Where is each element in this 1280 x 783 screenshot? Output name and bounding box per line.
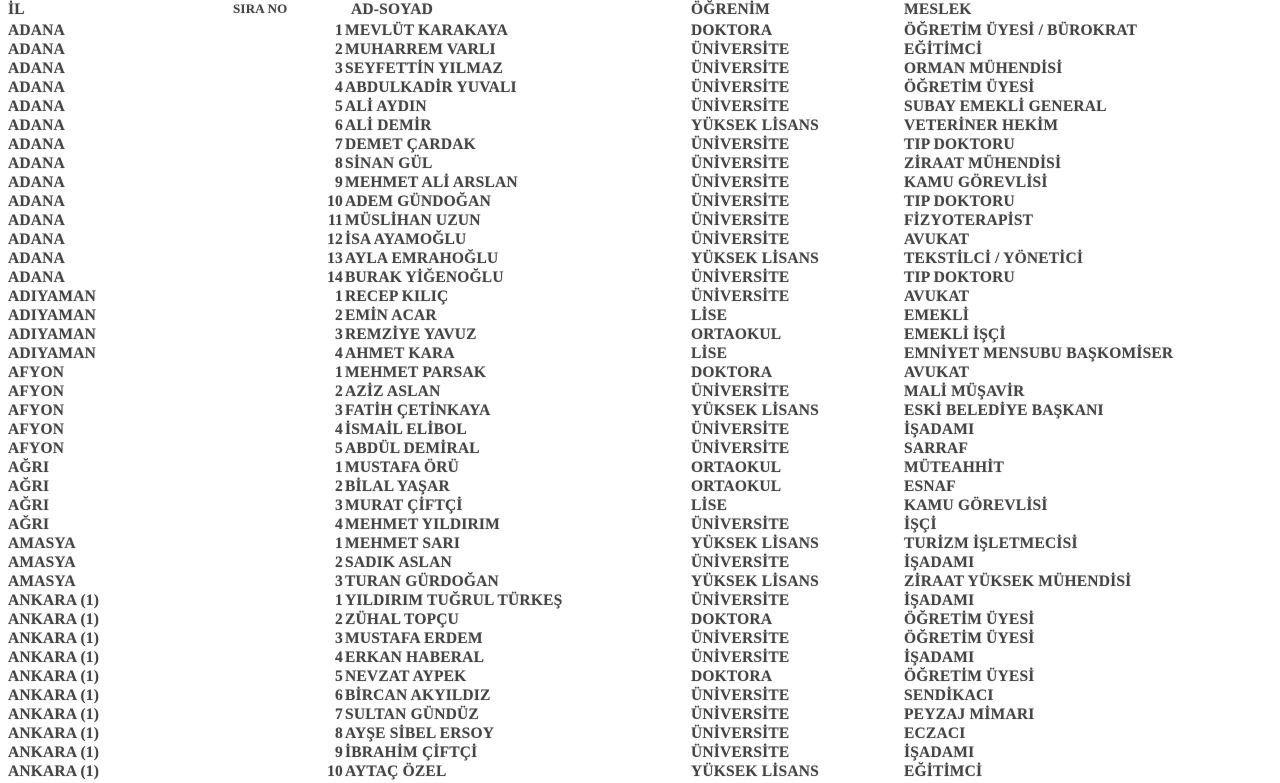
table-row: [0, 669, 1280, 688]
cell-ogrenim: ORTAOKUL: [691, 325, 782, 343]
cell-sira-no: 2: [335, 306, 343, 324]
cell-ad-soyad: MEHMET PARSAK: [345, 363, 487, 381]
table-row: [0, 574, 1280, 593]
cell-ogrenim: ÜNİVERSİTE: [691, 268, 790, 286]
cell-il: AFYON: [8, 439, 65, 457]
cell-sira-no: 5: [335, 97, 343, 115]
cell-il: AĞRI: [8, 477, 50, 495]
table-row: [0, 517, 1280, 536]
cell-ad-soyad: ALİ AYDIN: [345, 97, 427, 115]
cell-sira-no: 4: [335, 420, 343, 438]
cell-meslek: ZİRAAT YÜKSEK MÜHENDİSİ: [904, 572, 1132, 590]
cell-meslek: SARRAF: [904, 439, 969, 457]
cell-il: ADANA: [8, 192, 65, 210]
table-row: [0, 650, 1280, 669]
column-header-il: İL: [8, 1, 25, 18]
cell-sira-no: 1: [335, 591, 343, 609]
cell-meslek: ÖĞRETİM ÜYESİ: [904, 610, 1035, 628]
cell-ogrenim: ÜNİVERSİTE: [691, 97, 790, 115]
cell-ad-soyad: MEVLÜT KARAKAYA: [345, 21, 509, 39]
cell-meslek: TIP DOKTORU: [904, 135, 1015, 153]
cell-ad-soyad: ADEM GÜNDOĞAN: [345, 192, 491, 210]
cell-meslek: ESKİ BELEDİYE BAŞKANI: [904, 401, 1104, 419]
cell-ogrenim: ÜNİVERSİTE: [691, 211, 790, 229]
cell-il: ANKARA (1): [8, 591, 100, 609]
cell-il: ADANA: [8, 154, 65, 172]
cell-il: AĞRI: [8, 515, 50, 533]
cell-sira-no: 6: [335, 116, 343, 134]
cell-il: ADIYAMAN: [8, 344, 97, 362]
cell-sira-no: 4: [335, 78, 343, 96]
cell-sira-no: 7: [335, 705, 343, 723]
cell-il: ANKARA (1): [8, 648, 100, 666]
table-row: [0, 460, 1280, 479]
table-row: [0, 308, 1280, 327]
cell-sira-no: 12: [327, 230, 343, 248]
cell-ogrenim: YÜKSEK LİSANS: [691, 534, 819, 552]
cell-ogrenim: ORTAOKUL: [691, 458, 782, 476]
cell-meslek: ORMAN MÜHENDİSİ: [904, 59, 1063, 77]
table-row: [0, 80, 1280, 99]
cell-ogrenim: ÜNİVERSİTE: [691, 287, 790, 305]
cell-il: ADANA: [8, 268, 65, 286]
cell-sira-no: 2: [335, 477, 343, 495]
cell-sira-no: 9: [335, 173, 343, 191]
cell-ad-soyad: YILDIRIM TUĞRUL TÜRKEŞ: [345, 591, 563, 609]
cell-il: ANKARA (1): [8, 705, 100, 723]
table-row: [0, 764, 1280, 783]
cell-il: ADANA: [8, 230, 65, 248]
cell-il: AFYON: [8, 401, 65, 419]
cell-ogrenim: ÜNİVERSİTE: [691, 515, 790, 533]
cell-ad-soyad: AZİZ ASLAN: [345, 382, 441, 400]
table-row: [0, 555, 1280, 574]
cell-ogrenim: ÜNİVERSİTE: [691, 743, 790, 761]
table-row: [0, 99, 1280, 118]
cell-ogrenim: ÜNİVERSİTE: [691, 553, 790, 571]
cell-ogrenim: YÜKSEK LİSANS: [691, 762, 819, 780]
cell-meslek: FİZYOTERAPİST: [904, 211, 1034, 229]
cell-ad-soyad: REMZİYE YAVUZ: [345, 325, 477, 343]
cell-il: ANKARA (1): [8, 629, 100, 647]
cell-il: ANKARA (1): [8, 610, 100, 628]
cell-ad-soyad: MURAT ÇİFTÇİ: [345, 496, 463, 514]
cell-ad-soyad: İBRAHİM ÇİFTÇİ: [345, 743, 478, 761]
table-row: [0, 631, 1280, 650]
table-row: [0, 498, 1280, 517]
cell-sira-no: 6: [335, 686, 343, 704]
cell-ad-soyad: ABDULKADİR YUVALI: [345, 78, 517, 96]
cell-il: ADANA: [8, 249, 65, 267]
cell-ogrenim: LİSE: [691, 344, 728, 362]
table-row: [0, 441, 1280, 460]
cell-meslek: TURİZM İŞLETMECİSİ: [904, 534, 1078, 552]
cell-il: AFYON: [8, 363, 65, 381]
cell-ogrenim: ÜNİVERSİTE: [691, 420, 790, 438]
header-row: [0, 0, 1280, 23]
cell-ogrenim: ÜNİVERSİTE: [691, 40, 790, 58]
cell-meslek: TIP DOKTORU: [904, 192, 1015, 210]
table-row: [0, 479, 1280, 498]
cell-ad-soyad: EMİN ACAR: [345, 306, 437, 324]
cell-il: AMASYA: [8, 534, 76, 552]
cell-sira-no: 5: [335, 439, 343, 457]
cell-meslek: TIP DOKTORU: [904, 268, 1015, 286]
table-row: [0, 422, 1280, 441]
cell-il: ADIYAMAN: [8, 287, 97, 305]
cell-il: ADANA: [8, 173, 65, 191]
cell-sira-no: 2: [335, 40, 343, 58]
cell-sira-no: 4: [335, 344, 343, 362]
cell-ogrenim: ÜNİVERSİTE: [691, 154, 790, 172]
cell-meslek: İŞADAMI: [904, 743, 975, 761]
cell-meslek: İŞÇİ: [904, 515, 937, 533]
cell-ogrenim: YÜKSEK LİSANS: [691, 401, 819, 419]
cell-meslek: ÖĞRETİM ÜYESİ / BÜROKRAT: [904, 21, 1138, 39]
cell-ad-soyad: MEHMET ALİ ARSLAN: [345, 173, 518, 191]
cell-ad-soyad: SADIK ASLAN: [345, 553, 452, 571]
cell-sira-no: 1: [335, 287, 343, 305]
cell-ogrenim: YÜKSEK LİSANS: [691, 116, 819, 134]
cell-ad-soyad: ERKAN HABERAL: [345, 648, 485, 666]
table-row: [0, 289, 1280, 308]
cell-ogrenim: DOKTORA: [691, 610, 773, 628]
table-row: [0, 403, 1280, 422]
cell-meslek: VETERİNER HEKİM: [904, 116, 1059, 134]
cell-meslek: AVUKAT: [904, 287, 970, 305]
cell-meslek: ECZACI: [904, 724, 966, 742]
table-row: [0, 707, 1280, 726]
table-row: [0, 536, 1280, 555]
cell-il: ANKARA (1): [8, 667, 100, 685]
cell-sira-no: 1: [335, 21, 343, 39]
cell-sira-no: 13: [327, 249, 343, 267]
cell-il: ADANA: [8, 40, 65, 58]
cell-meslek: İŞADAMI: [904, 553, 975, 571]
cell-meslek: TEKSTİLCİ / YÖNETİCİ: [904, 249, 1084, 267]
cell-ogrenim: ÜNİVERSİTE: [691, 591, 790, 609]
cell-il: ADANA: [8, 116, 65, 134]
table-row: [0, 118, 1280, 137]
cell-il: ADANA: [8, 21, 65, 39]
cell-meslek: ÖĞRETİM ÜYESİ: [904, 78, 1035, 96]
cell-ogrenim: ÜNİVERSİTE: [691, 59, 790, 77]
cell-sira-no: 2: [335, 610, 343, 628]
cell-ad-soyad: BİLAL YAŞAR: [345, 477, 450, 495]
cell-ad-soyad: AYLA EMRAHOĞLU: [345, 249, 499, 267]
table-row: [0, 23, 1280, 42]
cell-il: ANKARA (1): [8, 762, 100, 780]
cell-ogrenim: ÜNİVERSİTE: [691, 230, 790, 248]
cell-sira-no: 8: [335, 724, 343, 742]
cell-meslek: AVUKAT: [904, 230, 970, 248]
cell-ad-soyad: NEVZAT AYPEK: [345, 667, 467, 685]
cell-il: AĞRI: [8, 496, 50, 514]
cell-meslek: EĞİTİMCİ: [904, 762, 983, 780]
cell-ad-soyad: SİNAN GÜL: [345, 154, 433, 172]
table-row: [0, 726, 1280, 745]
cell-ad-soyad: ABDÜL DEMİRAL: [345, 439, 480, 457]
cell-sira-no: 14: [327, 268, 343, 286]
cell-ogrenim: ÜNİVERSİTE: [691, 382, 790, 400]
cell-ad-soyad: İSMAİL ELİBOL: [345, 420, 467, 438]
cell-il: ADANA: [8, 59, 65, 77]
cell-meslek: KAMU GÖREVLİSİ: [904, 496, 1048, 514]
cell-il: AMASYA: [8, 572, 76, 590]
cell-ogrenim: DOKTORA: [691, 667, 773, 685]
cell-sira-no: 10: [327, 192, 343, 210]
table-row: [0, 232, 1280, 251]
cell-ad-soyad: BURAK YİĞENOĞLU: [345, 268, 504, 286]
cell-il: ADIYAMAN: [8, 306, 97, 324]
cell-meslek: SUBAY EMEKLİ GENERAL: [904, 97, 1107, 115]
cell-sira-no: 3: [335, 59, 343, 77]
cell-meslek: SENDİKACI: [904, 686, 994, 704]
cell-sira-no: 3: [335, 629, 343, 647]
cell-ogrenim: ÜNİVERSİTE: [691, 629, 790, 647]
cell-ad-soyad: ALİ DEMİR: [345, 116, 432, 134]
cell-sira-no: 5: [335, 667, 343, 685]
table-row: [0, 194, 1280, 213]
table-body: [0, 23, 1280, 783]
cell-ad-soyad: FATİH ÇETİNKAYA: [345, 401, 491, 419]
cell-sira-no: 4: [335, 648, 343, 666]
table-row: [0, 156, 1280, 175]
table-header: [0, 0, 1280, 23]
cell-ad-soyad: MÜSLİHAN UZUN: [345, 211, 481, 229]
cell-meslek: EMEKLİ: [904, 306, 969, 324]
cell-meslek: İŞADAMI: [904, 420, 975, 438]
cell-sira-no: 4: [335, 515, 343, 533]
cell-meslek: ESNAF: [904, 477, 956, 495]
cell-sira-no: 8: [335, 154, 343, 172]
table-row: [0, 270, 1280, 289]
cell-ad-soyad: AYTAÇ ÖZEL: [345, 762, 447, 780]
cell-ogrenim: ÜNİVERSİTE: [691, 135, 790, 153]
cell-il: AĞRI: [8, 458, 50, 476]
column-header-ad-soyad: AD-SOYAD: [351, 1, 433, 18]
table-row: [0, 213, 1280, 232]
cell-sira-no: 1: [335, 534, 343, 552]
cell-ogrenim: ÜNİVERSİTE: [691, 724, 790, 742]
cell-ad-soyad: BİRCAN AKYILDIZ: [345, 686, 491, 704]
cell-meslek: EMNİYET MENSUBU BAŞKOMİSER: [904, 344, 1174, 362]
cell-ad-soyad: İSA AYAMOĞLU: [345, 230, 467, 248]
cell-meslek: EĞİTİMCİ: [904, 40, 983, 58]
cell-il: AFYON: [8, 420, 65, 438]
cell-meslek: MÜTEAHHİT: [904, 458, 1004, 476]
cell-ad-soyad: MEHMET SARI: [345, 534, 461, 552]
table-row: [0, 61, 1280, 80]
cell-ogrenim: YÜKSEK LİSANS: [691, 572, 819, 590]
cell-meslek: EMEKLİ İŞÇİ: [904, 325, 1006, 343]
column-header-ogrenim: ÖĞRENİM: [691, 1, 770, 18]
cell-il: AMASYA: [8, 553, 76, 571]
cell-ogrenim: ÜNİVERSİTE: [691, 173, 790, 191]
cell-meslek: ZİRAAT MÜHENDİSİ: [904, 154, 1062, 172]
table-row: [0, 745, 1280, 764]
cell-ogrenim: ÜNİVERSİTE: [691, 686, 790, 704]
cell-ogrenim: DOKTORA: [691, 363, 773, 381]
cell-ogrenim: LİSE: [691, 496, 728, 514]
cell-sira-no: 2: [335, 382, 343, 400]
cell-sira-no: 3: [335, 325, 343, 343]
cell-il: AFYON: [8, 382, 65, 400]
cell-ad-soyad: DEMET ÇARDAK: [345, 135, 476, 153]
cell-il: ADANA: [8, 211, 65, 229]
cell-ogrenim: LİSE: [691, 306, 728, 324]
cell-ad-soyad: RECEP KILIÇ: [345, 287, 449, 305]
cell-sira-no: 10: [327, 762, 343, 780]
cell-sira-no: 2: [335, 553, 343, 571]
cell-il: ADIYAMAN: [8, 325, 97, 343]
table-row: [0, 384, 1280, 403]
table-row: [0, 688, 1280, 707]
cell-meslek: PEYZAJ MİMARI: [904, 705, 1035, 723]
cell-ad-soyad: ZÜHAL TOPÇU: [345, 610, 460, 628]
cell-ogrenim: DOKTORA: [691, 21, 773, 39]
cell-ogrenim: ÜNİVERSİTE: [691, 78, 790, 96]
cell-ad-soyad: AYŞE SİBEL ERSOY: [345, 724, 495, 742]
table-row: [0, 42, 1280, 61]
cell-ogrenim: ÜNİVERSİTE: [691, 439, 790, 457]
cell-sira-no: 1: [335, 363, 343, 381]
cell-meslek: İŞADAMI: [904, 648, 975, 666]
cell-ad-soyad: MUSTAFA ERDEM: [345, 629, 483, 647]
table-row: [0, 612, 1280, 631]
cell-ad-soyad: MUHARREM VARLI: [345, 40, 496, 58]
table-row: [0, 251, 1280, 270]
cell-meslek: İŞADAMI: [904, 591, 975, 609]
cell-ogrenim: ÜNİVERSİTE: [691, 705, 790, 723]
cell-il: ADANA: [8, 135, 65, 153]
cell-meslek: ÖĞRETİM ÜYESİ: [904, 629, 1035, 647]
cell-meslek: ÖĞRETİM ÜYESİ: [904, 667, 1035, 685]
cell-sira-no: 11: [327, 211, 343, 229]
table-row: [0, 137, 1280, 156]
cell-il: ANKARA (1): [8, 743, 100, 761]
table-row: [0, 346, 1280, 365]
cell-ogrenim: ÜNİVERSİTE: [691, 648, 790, 666]
cell-il: ANKARA (1): [8, 686, 100, 704]
cell-ad-soyad: SEYFETTİN YILMAZ: [345, 59, 504, 77]
cell-sira-no: 9: [335, 743, 343, 761]
cell-meslek: MALİ MÜŞAVİR: [904, 382, 1025, 400]
column-header-meslek: MESLEK: [904, 1, 972, 18]
cell-ogrenim: YÜKSEK LİSANS: [691, 249, 819, 267]
cell-ad-soyad: MEHMET YILDIRIM: [345, 515, 500, 533]
cell-il: ANKARA (1): [8, 724, 100, 742]
table-row: [0, 327, 1280, 346]
cell-il: ADANA: [8, 78, 65, 96]
cell-ad-soyad: SULTAN GÜNDÜZ: [345, 705, 479, 723]
cell-meslek: KAMU GÖREVLİSİ: [904, 173, 1048, 191]
cell-meslek: AVUKAT: [904, 363, 970, 381]
table-row: [0, 175, 1280, 194]
table-row: [0, 593, 1280, 612]
cell-sira-no: 3: [335, 496, 343, 514]
column-header-sira-no: SIRA NO: [233, 1, 288, 16]
cell-sira-no: 3: [335, 572, 343, 590]
cell-ad-soyad: TURAN GÜRDOĞAN: [345, 572, 499, 590]
cell-il: ADANA: [8, 97, 65, 115]
table-row: [0, 365, 1280, 384]
cell-ogrenim: ORTAOKUL: [691, 477, 782, 495]
cell-ad-soyad: AHMET KARA: [345, 344, 455, 362]
cell-ad-soyad: MUSTAFA ÖRÜ: [345, 458, 459, 476]
cell-sira-no: 7: [335, 135, 343, 153]
cell-sira-no: 1: [335, 458, 343, 476]
cell-ogrenim: ÜNİVERSİTE: [691, 192, 790, 210]
cell-sira-no: 3: [335, 401, 343, 419]
